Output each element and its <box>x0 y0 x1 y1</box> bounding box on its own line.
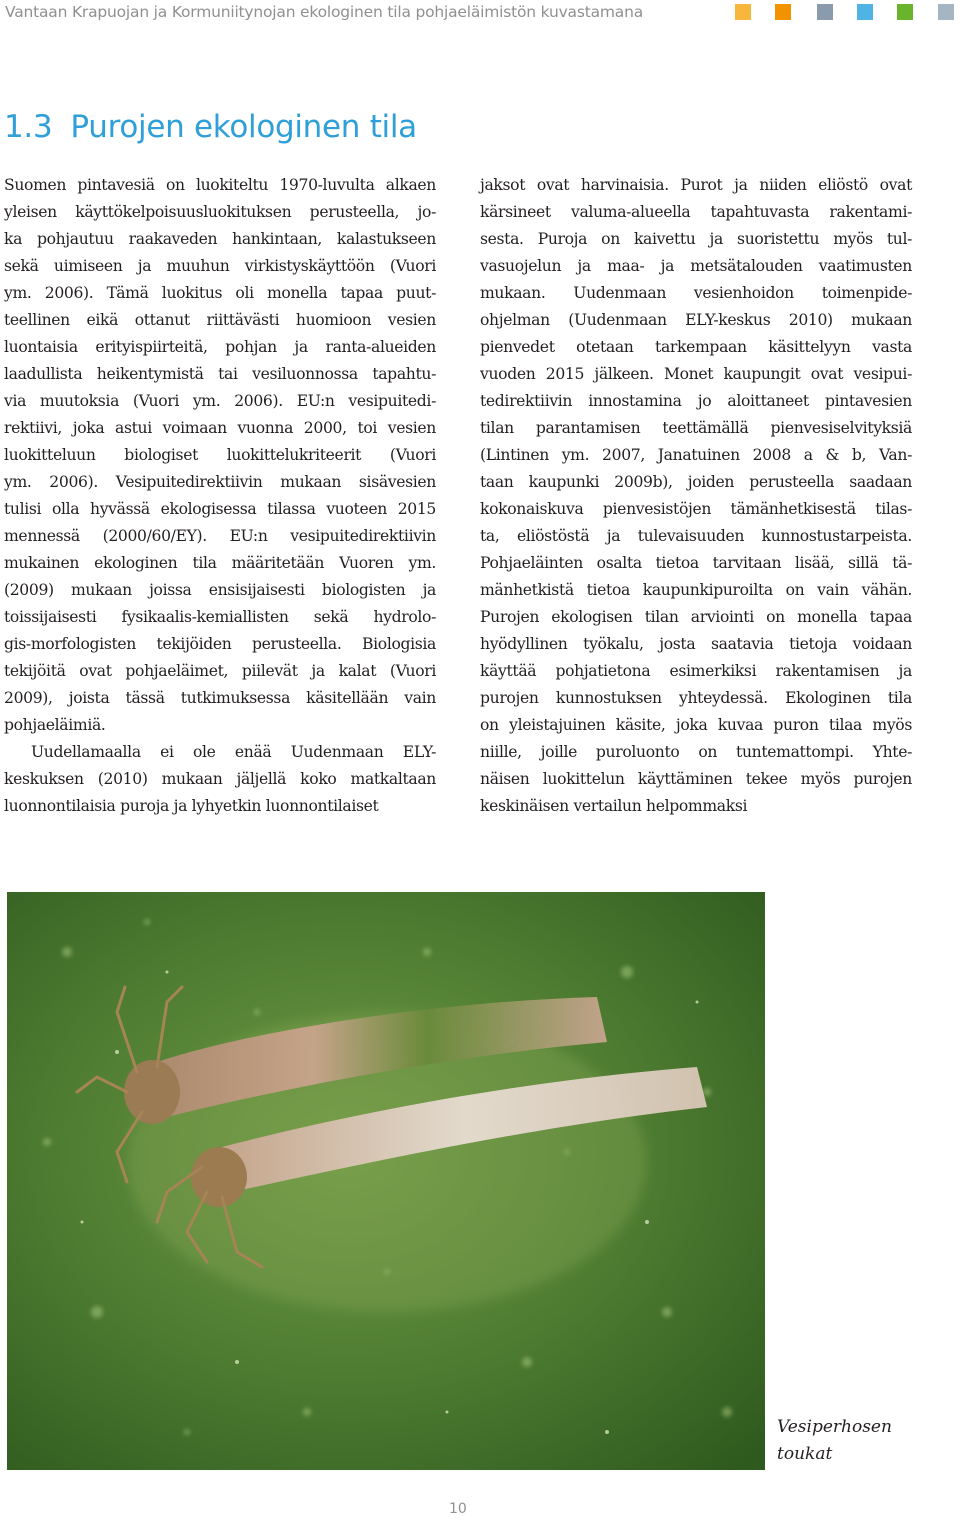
text-line: jaksot ovat harvinaisia. Purot ja niiden eliöstö ovat <box>480 176 912 194</box>
text-line: käyttää pohjatietona esimerkiksi rakentamisen ja <box>480 662 912 680</box>
text-line: ohjelman (Uudenmaan ELY-keskus 2010) mukaan <box>480 311 912 329</box>
text-line: purojen kunnostuksen yhteydessä. Ekologinen tila <box>480 689 912 707</box>
text-line: Purojen ekologisen tilan arviointi on monella tapaa <box>480 608 912 626</box>
text-line: luontaisia erityispiirteitä, pohjan ja ranta-alueiden <box>4 338 436 356</box>
photo-caption <box>777 1414 947 1468</box>
square-light-blue <box>857 4 873 20</box>
text-line: teellinen eikä ottanut riittävästi huomioon vesien <box>4 311 436 329</box>
caption-line: Vesiperhosen <box>777 1417 892 1437</box>
text-line: vasuojelun ja maa- ja metsätalouden vaatimusten <box>480 257 912 275</box>
text-line: vuoden 2015 jälkeen. Monet kaupungit ovat vesipui- <box>480 365 912 383</box>
text-line: (Lintinen ym. 2007, Janatuinen 2008 a & b, Van- <box>480 446 912 464</box>
square-yellow <box>735 4 751 20</box>
text-line: tulisi olla hyvässä ekologisessa tilassa vuoteen 2015 <box>4 500 436 518</box>
text-line: keskuksen (2010) mukaan jäljellä koko matkaltaan <box>4 770 436 788</box>
text-line: (2009) mukaan joissa ensisijaisesti biologisten ja <box>4 581 436 599</box>
text-line: ka pohjautuu raakaveden hankintaan, kalastukseen <box>4 230 436 248</box>
text-line: gis-morfologisten tekijöiden perusteella. Biologisia <box>4 635 436 653</box>
caption-line: toukat <box>777 1444 833 1464</box>
text-line: luonnontilaisia puroja ja lyhyetkin luonnontilaiset <box>4 797 379 815</box>
text-line: 2009), joista tässä tutkimuksessa käsitellään vain <box>4 689 436 707</box>
section-title-text: Purojen ekologinen tila <box>70 109 417 145</box>
text-line: tilan parantamisen teettämällä pienvesiselvityksiä <box>480 419 912 437</box>
text-line: on yleistajuinen käsite, joka kuvaa puron tilaa myös <box>480 716 912 734</box>
text-line: Uudellamaalla ei ole enää Uudenmaan ELY- <box>31 743 436 761</box>
square-orange <box>775 4 791 20</box>
square-gray-blue <box>817 4 833 20</box>
text-line: pienvedet otetaan tarkempaan käsittelyyn vasta <box>480 338 912 356</box>
text-line: näisen luokittelun käyttäminen tekee myös purojen <box>480 770 912 788</box>
text-line: rektiivi, joka astui voimaan vuonna 2000, toi vesien <box>4 419 436 437</box>
text-line: kärsineet valuma-alueella tapahtuvasta rakentami- <box>480 203 912 221</box>
text-line: mennessä (2000/60/EY). EU:n vesipuitedirektiivin <box>4 527 436 545</box>
text-line: ym. 2006). Vesipuitedirektiivin mukaan sisävesien <box>4 473 436 491</box>
section-title <box>4 106 417 148</box>
text-line: taan kaupunki 2009b), joiden perusteella saadaan <box>480 473 912 491</box>
photo-illustration <box>7 892 765 1470</box>
text-column-left <box>4 172 436 820</box>
section-number: 1.3 <box>4 109 53 145</box>
text-line: kokonaiskuva pienvesistöjen tämänhetkisestä tilas- <box>480 500 912 518</box>
text-line: luokitteluun biologiset luokittelukriteerit (Vuori <box>4 446 436 464</box>
text-line: tedirektiivin innostamina jo aloittaneet pintavesien <box>480 392 912 410</box>
text-line: ym. 2006). Tämä luokitus oli monella tapaa puut- <box>4 284 436 302</box>
text-line: toissijaisesti fysikaalis-kemiallisten sekä hydrolo- <box>4 608 436 626</box>
text-line: niille, joille puroluonto on tuntemattompi. Yhte- <box>480 743 912 761</box>
text-line: ta, eliöstöstä ja tulevaisuuden kunnostustarpeista. <box>480 527 912 545</box>
text-line: tekijöitä ovat pohjaeläimet, piilevät ja kalat (Vuori <box>4 662 436 680</box>
running-header: Vantaan Krapuojan ja Kormuniitynojan ekologinen tila pohjaeläimistön kuvastamana <box>5 3 644 21</box>
text-line: mukaan. Uudenmaan vesienhoidon toimenpide- <box>480 284 912 302</box>
text-line: mukainen ekologinen tila määritetään Vuoren ym. <box>4 554 436 572</box>
text-line: yleisen käyttökelpoisuusluokituksen perusteella, jo- <box>4 203 436 221</box>
text-line: sesta. Puroja on kaivettu ja suoristettu myös tul- <box>480 230 912 248</box>
text-line: mänhetkistä tietoa kaupunkipuroilta on vain vähän. <box>480 581 912 599</box>
text-line: via muutoksia (Vuori ym. 2006). EU:n vesipuitedi- <box>4 392 436 410</box>
text-line: sekä uimiseen ja muuhun virkistyskäyttöön (Vuori <box>4 257 436 275</box>
text-line: hyödyllinen työkalu, josta saatavia tietoja voidaan <box>480 635 912 653</box>
page-number: 10 <box>449 1501 467 1517</box>
caddisfly-larvae-photo <box>7 892 765 1470</box>
text-column-right <box>480 172 912 820</box>
square-light-gray <box>938 4 954 20</box>
color-squares <box>735 4 960 20</box>
square-green <box>897 4 913 20</box>
text-line: pohjaeläimiä. <box>4 716 106 734</box>
text-line: Suomen pintavesiä on luokiteltu 1970-luvulta alkaen <box>4 176 436 194</box>
text-line: Pohjaeläinten osalta tietoa tarvitaan lisää, sillä tä- <box>480 554 912 572</box>
text-line: laadullista heikentymistä tai vesiluonnossa tapahtu- <box>4 365 436 383</box>
text-line: keskinäisen vertailun helpommaksi <box>480 797 748 815</box>
